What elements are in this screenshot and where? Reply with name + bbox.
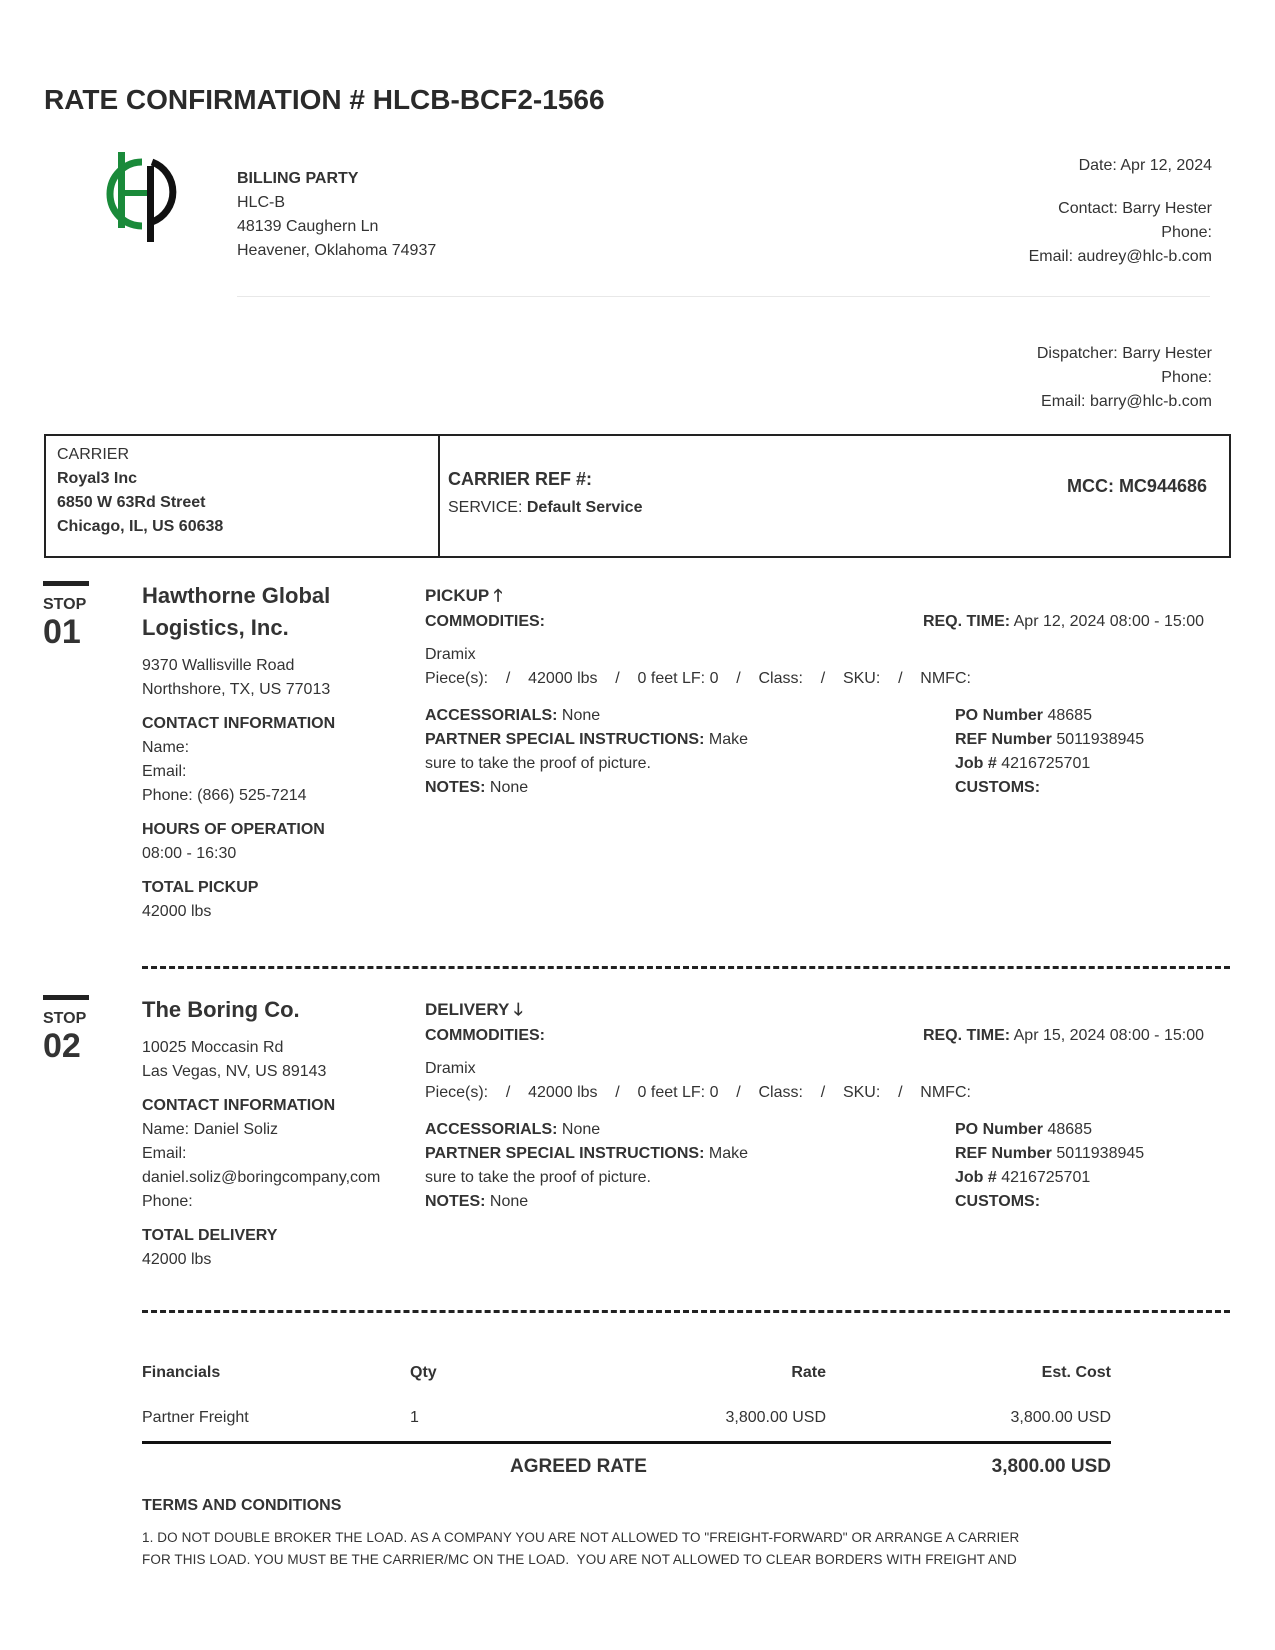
contact-email[interactable]: Email: audrey@hlc-b.com [1028, 248, 1212, 265]
commodities-heading: COMMODITIES: [425, 613, 545, 630]
ref-number-label: REF Number [955, 731, 1052, 748]
customs-label: CUSTOMS: [955, 1193, 1041, 1210]
stop-label: STOP [43, 596, 87, 613]
billing-name: HLC-B [237, 194, 286, 211]
billing-address2: Heavener, Oklahoma 74937 [237, 242, 437, 259]
special-instructions-label: PARTNER SPECIAL INSTRUCTIONS: [425, 731, 705, 748]
financial-rate: 3,800.00 USD [725, 1409, 826, 1426]
job-number-label: Job # [955, 755, 997, 772]
service-line [448, 496, 642, 520]
terms-line: FOR THIS LOAD. YOU MUST BE THE CARRIER/MC ON THE LOAD. YOU ARE NOT ALLOWED TO CLEAR BORDERS WITH FREIGHT AND [142, 1552, 1017, 1567]
stop-address1: 9370 Wallisville Road [142, 657, 295, 674]
billing-party-label: BILLING PARTY [237, 170, 359, 187]
rate-header: Rate [791, 1364, 826, 1381]
special-instructions-label: PARTNER SPECIAL INSTRUCTIONS: [425, 1145, 705, 1162]
req-time [923, 1024, 1204, 1048]
accessorials-value: None [561, 1121, 601, 1138]
delivery-label: DELIVERY [425, 1000, 510, 1019]
accessorials-value: None [561, 707, 601, 724]
dispatcher-name: Dispatcher: Barry Hester [1036, 345, 1212, 362]
service-label: SERVICE: [448, 499, 523, 516]
carrier-name: Royal3 Inc [57, 470, 138, 487]
commodity-details: Piece(s): / 42000 lbs / 0 feet LF: 0 / Class: / SKU: / NMFC: [425, 1084, 971, 1101]
notes-label: NOTES: [425, 779, 486, 796]
financials-header: Financials [142, 1364, 221, 1381]
po-number-label: PO Number [955, 707, 1044, 724]
contact-name: Contact: Barry Hester [1058, 200, 1212, 217]
total-pickup-heading: TOTAL PICKUP [142, 879, 259, 896]
contact-phone: Phone: [1161, 224, 1212, 241]
stop-1-location [142, 580, 402, 924]
contact-info-heading: CONTACT INFORMATION [142, 715, 336, 732]
stop-marker [43, 995, 89, 1000]
total-delivery-heading: TOTAL DELIVERY [142, 1227, 278, 1244]
stop-marker [43, 581, 89, 586]
ref-number-label: REF Number [955, 1145, 1052, 1162]
mcc-number: MCC: MC944686 [1066, 476, 1207, 496]
financial-item: Partner Freight [142, 1409, 249, 1426]
job-number-label: Job # [955, 1169, 997, 1186]
hours-heading: HOURS OF OPERATION [142, 821, 325, 838]
accessorials-label: ACCESSORIALS: [425, 707, 558, 724]
commodity-name: Dramix [425, 646, 476, 663]
stop-address1: 10025 Moccasin Rd [142, 1039, 284, 1056]
stop-contact-phone: Phone: (866) 525-7214 [142, 787, 307, 804]
stop-divider [142, 966, 1230, 969]
stop-address2: Las Vegas, NV, US 89143 [142, 1063, 327, 1080]
customs-label: CUSTOMS: [955, 779, 1041, 796]
stop-2-references [955, 1118, 1144, 1214]
qty-header: Qty [410, 1364, 437, 1381]
notes-value: None [489, 779, 529, 796]
stop-contact-email: Email: [142, 763, 187, 780]
header-divider [237, 296, 1210, 297]
special-instructions-value: Make [708, 1145, 748, 1162]
financials-total-rule [142, 1441, 1111, 1444]
req-time-value: Apr 12, 2024 08:00 - 15:00 [1013, 613, 1204, 630]
hours-value: 08:00 - 16:30 [142, 845, 237, 862]
contact-info-heading: CONTACT INFORMATION [142, 1097, 336, 1114]
req-time-label: REQ. TIME: [922, 1027, 1011, 1044]
est-cost-header: Est. Cost [1041, 1364, 1111, 1381]
carrier-ref-label: CARRIER REF #: [448, 469, 593, 489]
stop-divider [142, 1310, 1230, 1313]
carrier-info [57, 443, 223, 539]
document-date: Date: Apr 12, 2024 [1078, 157, 1212, 174]
total-pickup-value: 42000 lbs [142, 903, 212, 920]
stop-number: 02 [43, 1027, 81, 1065]
stop-address2: Northshore, TX, US 77013 [142, 681, 331, 698]
page-title: RATE CONFIRMATION # HLCB-BCF2-1566 [44, 84, 605, 115]
arrow-down-icon: 🡓 [513, 1000, 523, 1019]
stop-1-instructions [425, 704, 805, 800]
carrier-address1: 6850 W 63Rd Street [57, 494, 206, 511]
stop-2-location [142, 994, 412, 1272]
commodity-name: Dramix [425, 1060, 476, 1077]
billing-address1: 48139 Caughern Ln [237, 218, 379, 235]
contact-block [1029, 154, 1212, 269]
notes-value: None [489, 1193, 529, 1210]
stop-contact-email-value[interactable]: daniel.soliz@boringcompany,com [142, 1169, 381, 1186]
stop-label: STOP [43, 1010, 87, 1027]
po-number-label: PO Number [955, 1121, 1044, 1138]
req-time-label: REQ. TIME: [922, 613, 1011, 630]
delivery-heading [425, 997, 523, 1026]
service-value: Default Service [526, 499, 643, 516]
req-time-value: Apr 15, 2024 08:00 - 15:00 [1013, 1027, 1204, 1044]
pickup-heading [425, 583, 503, 612]
stop-1-references [955, 704, 1144, 800]
carrier-divider [438, 434, 440, 558]
pickup-label: PICKUP [425, 586, 489, 605]
arrow-up-icon: 🡑 [493, 586, 503, 605]
job-number-value: 4216725701 [1001, 755, 1091, 772]
dispatcher-phone: Phone: [1161, 369, 1212, 386]
stop-company: Hawthorne Global [142, 583, 331, 608]
stop-contact-name: Name: [142, 739, 190, 756]
financial-qty: 1 [410, 1409, 419, 1426]
terms-heading: TERMS AND CONDITIONS [142, 1497, 342, 1514]
stop-2-instructions [425, 1118, 805, 1214]
accessorials-label: ACCESSORIALS: [425, 1121, 558, 1138]
carrier-address2: Chicago, IL, US 60638 [57, 518, 224, 535]
special-instructions-cont: sure to take the proof of picture. [425, 1169, 651, 1186]
total-delivery-value: 42000 lbs [142, 1251, 212, 1268]
ref-number-value: 5011938945 [1056, 1145, 1145, 1162]
agreed-rate-label: AGREED RATE [510, 1456, 647, 1477]
special-instructions-cont: sure to take the proof of picture. [425, 755, 651, 772]
stop-company: The Boring Co. [142, 997, 300, 1022]
billing-party [237, 167, 436, 263]
notes-label: NOTES: [425, 1193, 486, 1210]
req-time [923, 610, 1204, 634]
carrier-label: CARRIER [57, 446, 130, 463]
dispatcher-email[interactable]: Email: barry@hlc-b.com [1041, 393, 1212, 410]
po-number-value: 48685 [1047, 707, 1092, 724]
stop-company-line2: Logistics, Inc. [142, 615, 289, 640]
commodity-details: Piece(s): / 42000 lbs / 0 feet LF: 0 / Class: / SKU: / NMFC: [425, 670, 971, 687]
commodities-heading: COMMODITIES: [425, 1027, 545, 1044]
po-number-value: 48685 [1047, 1121, 1092, 1138]
stop-contact-phone: Phone: [142, 1193, 193, 1210]
agreed-rate-value: 3,800.00 USD [991, 1456, 1111, 1477]
stop-contact-email: Email: [142, 1145, 187, 1162]
dispatcher-block [1037, 342, 1212, 414]
hlc-logo-icon [100, 152, 180, 242]
terms-line: 1. DO NOT DOUBLE BROKER THE LOAD. AS A COMPANY YOU ARE NOT ALLOWED TO "FREIGHT-FORWARD" OR ARRANGE A CARRIER [142, 1530, 1020, 1545]
financial-cost: 3,800.00 USD [1010, 1409, 1111, 1426]
job-number-value: 4216725701 [1001, 1169, 1091, 1186]
ref-number-value: 5011938945 [1056, 731, 1145, 748]
stop-number: 01 [43, 613, 81, 651]
special-instructions-value: Make [708, 731, 748, 748]
stop-contact-name: Name: Daniel Soliz [142, 1121, 279, 1138]
